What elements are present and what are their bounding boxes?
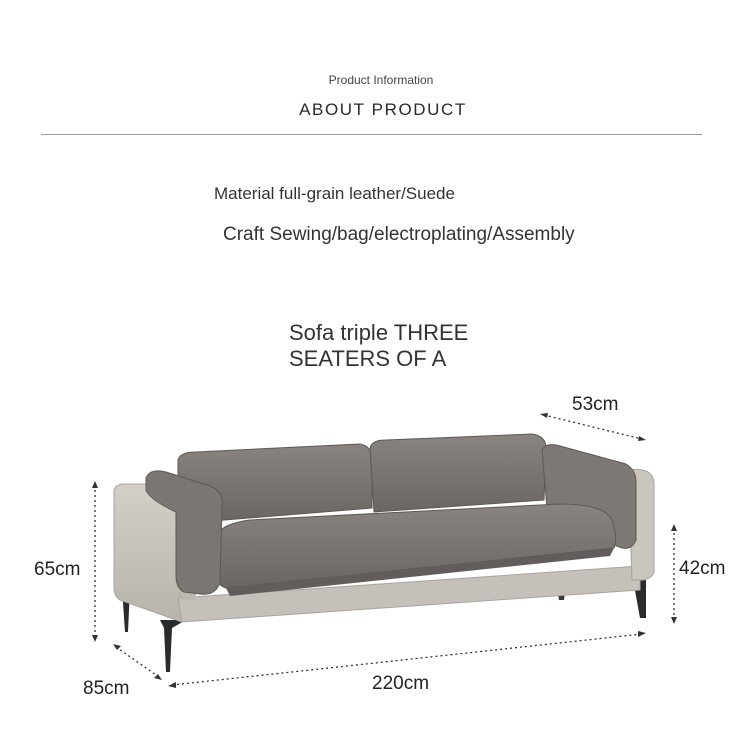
section-subtitle: Product Information [328,73,434,87]
seat-height-label: 42cm [679,558,726,579]
section-title: ABOUT PRODUCT [299,100,467,119]
product-name-line-1: Sofa triple THREE [289,320,469,345]
material-spec: Material full-grain leather/Suede [214,184,455,203]
product-name-line-2: SEATERS OF A [289,346,447,371]
height-label: 65cm [34,559,81,580]
cushion-depth-label: 53cm [572,394,619,415]
depth-label: 85cm [83,678,130,699]
craft-spec: Craft Sewing/bag/electroplating/Assembly [223,224,575,245]
width-label: 220cm [372,673,430,694]
